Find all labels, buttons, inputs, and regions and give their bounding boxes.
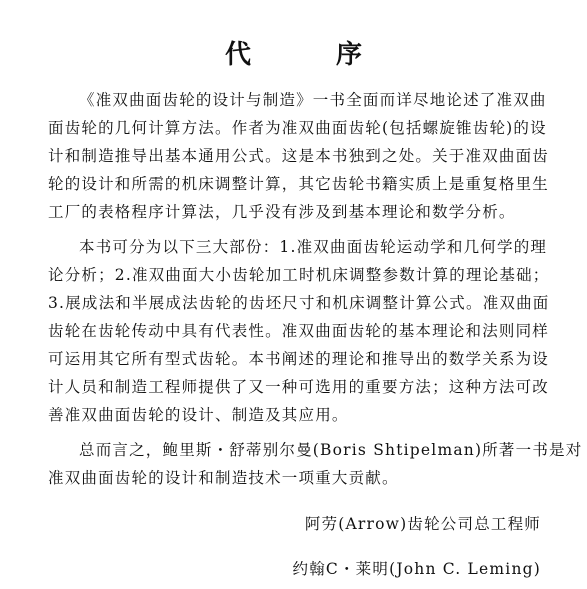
text-line: 轮的设计和所需的机床调整计算，其它齿轮书籍实质上是重复格里生 (48, 175, 550, 193)
text-line: 总而言之，鲍里斯・舒蒂别尔曼(Boris Shtipelman)所著一书是对 (79, 441, 583, 459)
signature-title: 阿劳(Arrow)齿轮公司总工程师 (304, 515, 541, 533)
text-line: 工厂的表格程序计算法，几乎没有涉及到基本理论和数学分析。 (48, 203, 516, 221)
page-title: 代 序 (224, 40, 401, 70)
text-line: 可运用其它所有型式齿轮。本书阐述的理论和推导出的数学关系为设 (48, 350, 550, 368)
text-line: 计人员和制造工程师提供了又一种可选用的重要方法；这种方法可改 (48, 378, 550, 396)
text-line: 准双曲面齿轮的设计和制造技术一项重大贡献。 (48, 469, 399, 487)
text-line: 计和制造推导出基本通用公式。这是本书独到之处。关于准双曲面齿 (48, 147, 550, 165)
text-line: 3.展成法和半展成法齿轮的齿坯尺寸和机床调整计算公式。准双曲面 (48, 294, 550, 312)
text-line: 善准双曲面齿轮的设计、制造及其应用。 (48, 406, 349, 424)
text-line: 齿轮在齿轮传动中具有代表性。准双曲面齿轮的基本理论和法则同样 (48, 322, 550, 340)
text-line: 本书可分为以下三大部份：1.准双曲面齿轮运动学和几何学的理 (79, 238, 548, 256)
text-line: 面齿轮的几何计算方法。作者为准双曲面齿轮(包括螺旋锥齿轮)的设 (48, 119, 547, 137)
signature-name: 约翰C・莱明(John C. Leming) (292, 560, 541, 578)
text-line: 论分析；2.准双曲面大小齿轮加工时机床调整参数计算的理论基础； (48, 266, 550, 284)
text-line: 《准双曲面齿轮的设计与制造》一书全面而详尽地论述了准双曲 (79, 91, 547, 109)
